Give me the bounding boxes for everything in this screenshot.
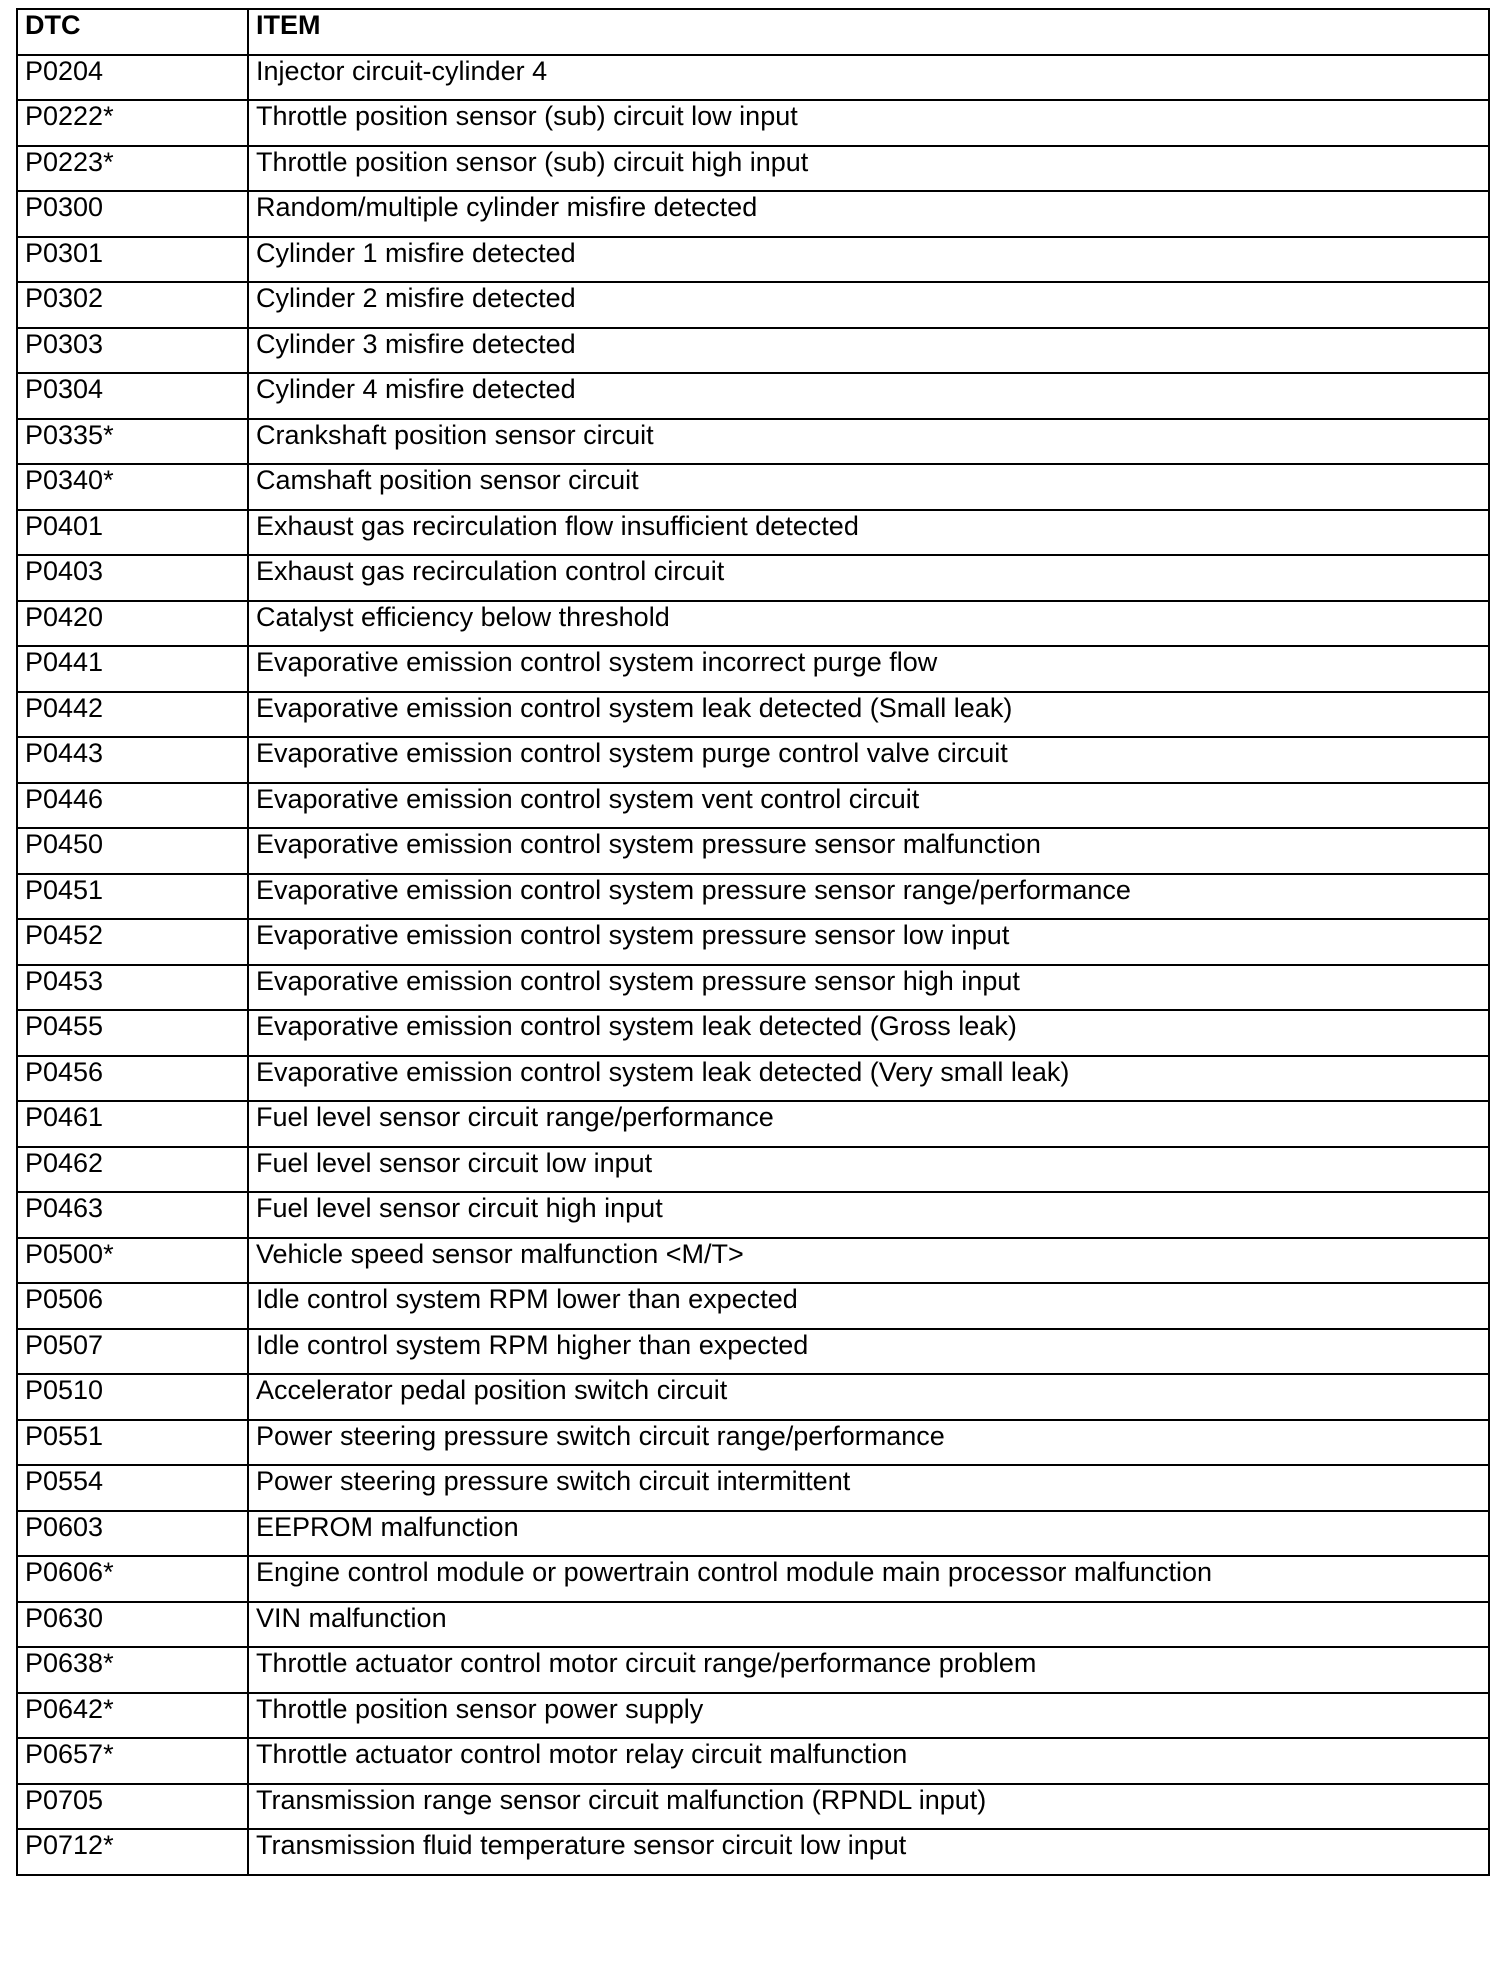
dtc-code-cell: [17, 692, 248, 738]
dtc-code: P0442: [25, 692, 104, 723]
dtc-code-cell: [17, 1647, 248, 1693]
table-row: [17, 1056, 1489, 1102]
dtc-code: P0452: [25, 920, 104, 950]
dtc-item-description: Transmission fluid temperature sensor circuit low input: [256, 1830, 907, 1860]
dtc-code-cell: [17, 146, 248, 192]
table-row: [17, 1374, 1489, 1420]
dtc-code: P0401: [25, 510, 104, 541]
dtc-code: P0705: [25, 1784, 104, 1815]
dtc-item-cell: [248, 1420, 1489, 1466]
table-row: [17, 1511, 1489, 1557]
dtc-item-description: Fuel level sensor circuit range/performance: [256, 1102, 774, 1132]
table-row: [17, 1738, 1489, 1784]
dtc-item-cell: [248, 828, 1489, 874]
dtc-code-cell: [17, 1101, 248, 1147]
dtc-item-description: Vehicle speed sensor malfunction <M/T>: [256, 1238, 744, 1269]
dtc-code-cell: [17, 1329, 248, 1375]
dtc-item-description: Power steering pressure switch circuit intermittent: [256, 1466, 851, 1496]
dtc-item-cell: [248, 1829, 1489, 1875]
dtc-code: P0420: [25, 601, 104, 632]
table-row: [17, 328, 1489, 374]
dtc-item-description: Injector circuit-cylinder 4: [256, 55, 548, 86]
dtc-item-cell: [248, 874, 1489, 920]
dtc-code: P0551: [25, 1420, 104, 1451]
header-item-label: ITEM: [256, 10, 321, 40]
dtc-item-description: Transmission range sensor circuit malfunction (RPNDL input): [256, 1784, 987, 1815]
dtc-item-description: Fuel level sensor circuit high input: [256, 1193, 663, 1223]
dtc-item-description: Cylinder 3 misfire detected: [256, 328, 576, 359]
table-row: [17, 100, 1489, 146]
dtc-item-cell: [248, 146, 1489, 192]
table-row: [17, 510, 1489, 556]
dtc-code-cell: [17, 1147, 248, 1193]
dtc-item-cell: [248, 1738, 1489, 1784]
dtc-item-description: Evaporative emission control system pressure sensor low input: [256, 920, 1010, 950]
dtc-code-cell: [17, 965, 248, 1011]
dtc-item-cell: [248, 1647, 1489, 1693]
table-row: [17, 1556, 1489, 1602]
table-row: [17, 1420, 1489, 1466]
dtc-item-description: Cylinder 4 misfire detected: [256, 374, 576, 404]
dtc-code-cell: [17, 373, 248, 419]
dtc-item-description: Evaporative emission control system pressure sensor high input: [256, 965, 1020, 996]
dtc-code-cell: [17, 783, 248, 829]
dtc-item-description: Throttle position sensor (sub) circuit high input: [256, 146, 809, 177]
dtc-code: P0463: [25, 1193, 104, 1223]
dtc-item-cell: [248, 100, 1489, 146]
table-row: [17, 828, 1489, 874]
dtc-code-cell: [17, 1374, 248, 1420]
dtc-item-description: Random/multiple cylinder misfire detected: [256, 192, 758, 222]
table-row: [17, 555, 1489, 601]
dtc-code: P0303: [25, 328, 104, 359]
table-row: [17, 1192, 1489, 1238]
dtc-code-cell: [17, 1511, 248, 1557]
dtc-code: P0446: [25, 783, 104, 814]
dtc-table: [16, 8, 1490, 1876]
dtc-code-cell: [17, 1465, 248, 1511]
table-row: [17, 464, 1489, 510]
dtc-item-description: Idle control system RPM lower than expected: [256, 1284, 798, 1314]
dtc-item-description: Power steering pressure switch circuit range/performance: [256, 1420, 945, 1451]
table-row: [17, 1647, 1489, 1693]
table-row: [17, 55, 1489, 101]
dtc-code: P0340*: [25, 465, 114, 495]
dtc-code-cell: [17, 1238, 248, 1284]
dtc-code-cell: [17, 1420, 248, 1466]
dtc-item-description: Evaporative emission control system leak detected (Small leak): [256, 692, 1013, 723]
dtc-item-description: Evaporative emission control system pressure sensor range/performance: [256, 874, 1131, 905]
dtc-item-cell: [248, 1602, 1489, 1648]
table-row: [17, 737, 1489, 783]
table-row: [17, 1010, 1489, 1056]
table-row: [17, 1101, 1489, 1147]
dtc-item-cell: [248, 1329, 1489, 1375]
dtc-code-cell: [17, 237, 248, 283]
dtc-item-cell: [248, 1101, 1489, 1147]
dtc-code: P0507: [25, 1329, 104, 1360]
dtc-item-cell: [248, 646, 1489, 692]
table-row: [17, 1283, 1489, 1329]
table-row: [17, 601, 1489, 647]
dtc-item-cell: [248, 1693, 1489, 1739]
dtc-code: P0222*: [25, 101, 114, 131]
table-row: [17, 237, 1489, 283]
dtc-item-cell: [248, 464, 1489, 510]
dtc-item-description: Exhaust gas recirculation flow insufficient detected: [256, 510, 859, 541]
dtc-code: P0335*: [25, 419, 114, 450]
dtc-item-cell: [248, 237, 1489, 283]
dtc-code: P0603: [25, 1511, 104, 1542]
dtc-code-cell: [17, 601, 248, 647]
dtc-item-description: Evaporative emission control system leak detected (Gross leak): [256, 1011, 1017, 1041]
dtc-code: P0606*: [25, 1557, 114, 1587]
dtc-item-description: Cylinder 1 misfire detected: [256, 237, 576, 268]
dtc-item-cell: [248, 1465, 1489, 1511]
dtc-item-cell: [248, 282, 1489, 328]
dtc-item-description: Camshaft position sensor circuit: [256, 465, 639, 495]
table-row: [17, 1465, 1489, 1511]
dtc-code-cell: [17, 510, 248, 556]
dtc-code: P0403: [25, 556, 104, 586]
dtc-code: P0630: [25, 1602, 104, 1633]
dtc-code: P0456: [25, 1056, 104, 1087]
dtc-code: P0450: [25, 829, 104, 859]
dtc-item-cell: [248, 419, 1489, 465]
table-row: [17, 1829, 1489, 1875]
dtc-code-cell: [17, 1602, 248, 1648]
dtc-code-cell: [17, 737, 248, 783]
dtc-code-cell: [17, 919, 248, 965]
dtc-item-description: Crankshaft position sensor circuit: [256, 419, 654, 450]
dtc-item-cell: [248, 373, 1489, 419]
dtc-code: P0302: [25, 283, 104, 313]
table-row: [17, 965, 1489, 1011]
dtc-code: P0451: [25, 874, 104, 905]
dtc-code-cell: [17, 1556, 248, 1602]
dtc-code-cell: [17, 419, 248, 465]
dtc-item-description: Evaporative emission control system leak detected (Very small leak): [256, 1056, 1070, 1087]
dtc-code: P0204: [25, 55, 104, 86]
dtc-item-description: VIN malfunction: [256, 1602, 447, 1633]
dtc-item-cell: [248, 1010, 1489, 1056]
dtc-code: P0304: [25, 374, 104, 404]
dtc-code-cell: [17, 1056, 248, 1102]
dtc-item-cell: [248, 1511, 1489, 1557]
dtc-code-cell: [17, 874, 248, 920]
table-row: [17, 874, 1489, 920]
table-row: [17, 646, 1489, 692]
dtc-item-description: Evaporative emission control system incorrect purge flow: [256, 647, 938, 677]
dtc-item-cell: [248, 919, 1489, 965]
dtc-code-cell: [17, 1784, 248, 1830]
dtc-item-cell: [248, 737, 1489, 783]
dtc-code-cell: [17, 282, 248, 328]
dtc-item-description: Throttle actuator control motor circuit range/performance problem: [256, 1648, 1037, 1678]
dtc-item-cell: [248, 1556, 1489, 1602]
table-row: [17, 282, 1489, 328]
table-row: [17, 919, 1489, 965]
dtc-code: P0657*: [25, 1739, 114, 1769]
table-row: [17, 419, 1489, 465]
dtc-code: P0712*: [25, 1830, 114, 1860]
dtc-code: P0554: [25, 1466, 104, 1496]
table-row: [17, 1329, 1489, 1375]
dtc-item-cell: [248, 1784, 1489, 1830]
dtc-code-cell: [17, 828, 248, 874]
dtc-item-description: Cylinder 2 misfire detected: [256, 283, 576, 313]
table-row: [17, 1784, 1489, 1830]
dtc-item-description: Catalyst efficiency below threshold: [256, 601, 670, 632]
dtc-code-cell: [17, 464, 248, 510]
header-item: [248, 9, 1489, 55]
dtc-item-cell: [248, 1374, 1489, 1420]
dtc-item-cell: [248, 191, 1489, 237]
dtc-code: P0455: [25, 1011, 104, 1041]
dtc-code: P0500*: [25, 1238, 114, 1269]
dtc-item-cell: [248, 555, 1489, 601]
dtc-item-cell: [248, 601, 1489, 647]
dtc-code: P0506: [25, 1284, 104, 1314]
dtc-code-cell: [17, 1738, 248, 1784]
table-row: [17, 146, 1489, 192]
dtc-item-cell: [248, 1283, 1489, 1329]
dtc-code-cell: [17, 555, 248, 601]
table-row: [17, 1147, 1489, 1193]
dtc-item-description: Fuel level sensor circuit low input: [256, 1147, 653, 1178]
dtc-code: P0642*: [25, 1693, 114, 1724]
dtc-item-description: Throttle position sensor (sub) circuit low input: [256, 101, 798, 131]
dtc-item-cell: [248, 692, 1489, 738]
dtc-item-description: Throttle position sensor power supply: [256, 1693, 704, 1724]
header-dtc-label: DTC: [25, 10, 81, 40]
dtc-item-description: Exhaust gas recirculation control circuit: [256, 556, 725, 586]
dtc-item-cell: [248, 1056, 1489, 1102]
dtc-code: P0301: [25, 237, 104, 268]
dtc-item-description: Evaporative emission control system pressure sensor malfunction: [256, 829, 1041, 859]
table-row: [17, 373, 1489, 419]
dtc-code-cell: [17, 646, 248, 692]
dtc-item-description: EEPROM malfunction: [256, 1511, 519, 1542]
dtc-item-cell: [248, 328, 1489, 374]
dtc-item-description: Evaporative emission control system purge control valve circuit: [256, 738, 1008, 768]
table-row: [17, 1693, 1489, 1739]
dtc-code: P0461: [25, 1102, 104, 1132]
dtc-code: P0510: [25, 1375, 104, 1405]
table-row: [17, 1238, 1489, 1284]
dtc-item-cell: [248, 1238, 1489, 1284]
dtc-code: P0443: [25, 738, 104, 768]
dtc-code-cell: [17, 55, 248, 101]
dtc-code: P0300: [25, 192, 104, 222]
dtc-item-cell: [248, 510, 1489, 556]
dtc-item-cell: [248, 1192, 1489, 1238]
table-row: [17, 1602, 1489, 1648]
dtc-item-cell: [248, 1147, 1489, 1193]
dtc-code: P0638*: [25, 1648, 114, 1678]
dtc-code-cell: [17, 1829, 248, 1875]
dtc-item-description: Engine control module or powertrain control module main processor malfunction: [256, 1557, 1212, 1587]
dtc-item-cell: [248, 965, 1489, 1011]
dtc-code: P0462: [25, 1147, 104, 1178]
dtc-code-cell: [17, 1192, 248, 1238]
dtc-code: P0223*: [25, 146, 114, 177]
table-row: [17, 692, 1489, 738]
dtc-code-cell: [17, 100, 248, 146]
dtc-item-description: Idle control system RPM higher than expected: [256, 1329, 809, 1360]
dtc-code: P0453: [25, 965, 104, 996]
header-dtc: [17, 9, 248, 55]
table-row: [17, 783, 1489, 829]
dtc-code-cell: [17, 1010, 248, 1056]
dtc-code: P0441: [25, 647, 104, 677]
dtc-code-cell: [17, 328, 248, 374]
dtc-item-description: Accelerator pedal position switch circuit: [256, 1375, 728, 1405]
table-row: [17, 191, 1489, 237]
dtc-item-description: Evaporative emission control system vent control circuit: [256, 783, 920, 814]
dtc-code-cell: [17, 191, 248, 237]
dtc-item-cell: [248, 783, 1489, 829]
table-body: [17, 55, 1489, 1875]
dtc-code-cell: [17, 1283, 248, 1329]
dtc-item-cell: [248, 55, 1489, 101]
dtc-code-cell: [17, 1693, 248, 1739]
header-row: [17, 9, 1489, 55]
dtc-item-description: Throttle actuator control motor relay circuit malfunction: [256, 1739, 908, 1769]
